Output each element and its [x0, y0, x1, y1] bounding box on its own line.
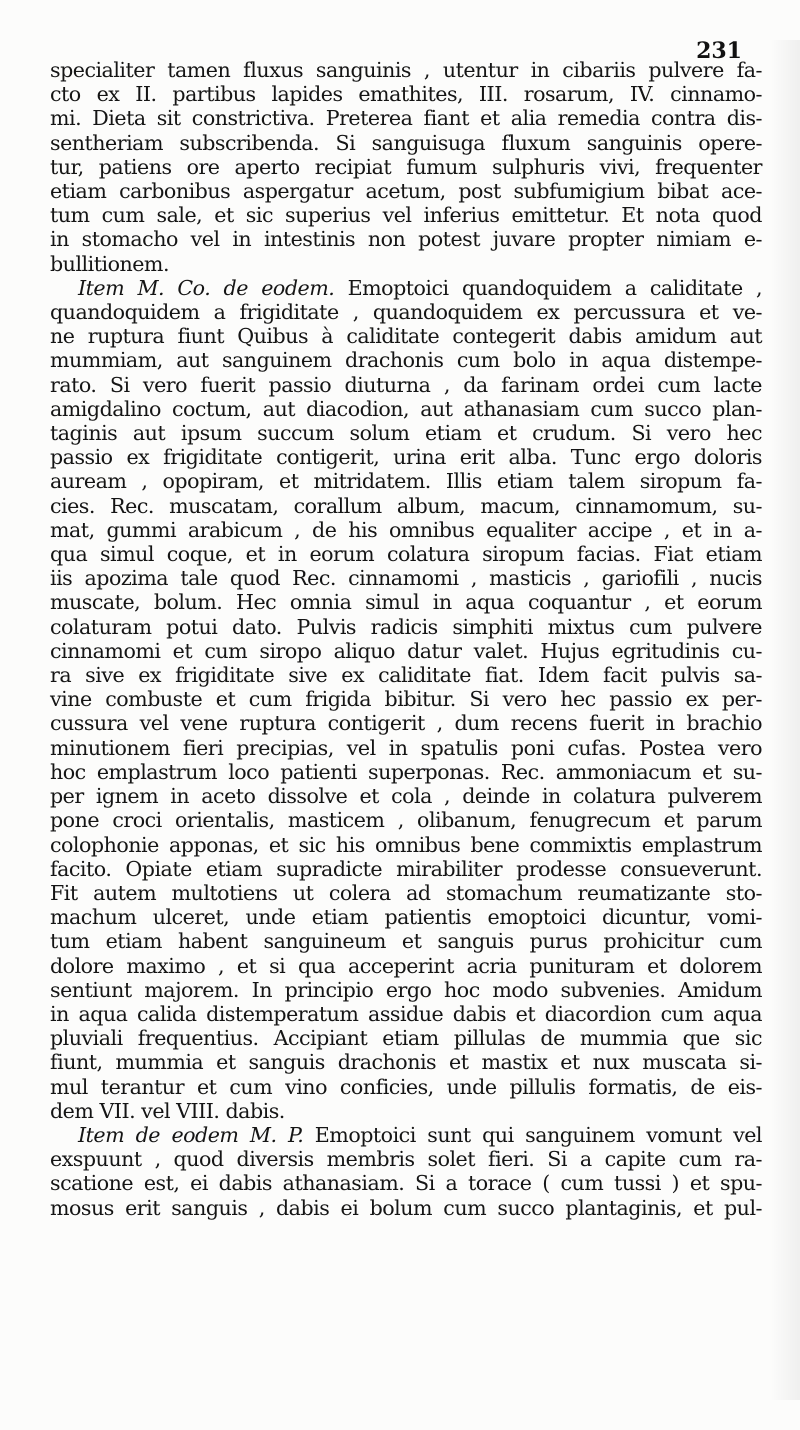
- text-line: ra sive ex frigiditate sive ex caliditate fiat. Idem facit pulvis sa-: [50, 663, 762, 688]
- text-line: minutionem fieri precipias, vel in spatulis poni cufas. Postea vero: [50, 735, 762, 760]
- text-line: vine combuste et cum frigida bibitur. Si vero hec passio ex per-: [50, 687, 762, 712]
- page-edge-shadow: [770, 40, 800, 1400]
- text-line: cinnamomi et cum siropo aliquo datur valet. Hujus egritudinis cu-: [50, 638, 762, 663]
- text-line: in aqua calida distemperatum assidue dabis et diacordion cum aqua: [50, 1001, 762, 1026]
- text-line: exspuunt , quod diversis membris solet fieri. Si a capite cum ra-: [50, 1147, 762, 1172]
- text-line: specialiter tamen fluxus sanguinis , utentur in cibariis pulvere fa-: [50, 58, 762, 82]
- text-line: mat, gummi arabicum , de his omnibus equaliter accipe , et in a-: [50, 517, 762, 542]
- text-line: dem VII. vel VIII. dabis.: [50, 1098, 285, 1123]
- text-line: facito. Opiate etiam supradicte mirabiliter prodesse consueverunt.: [50, 856, 762, 881]
- paragraph-2: [50, 276, 762, 1123]
- text-line: qua simul coque, et in eorum colatura siropum facias. Fiat etiam: [50, 542, 762, 567]
- text-line: cussura vel vene ruptura contigerit , dum recens fuerit in brachio: [50, 711, 762, 736]
- text-line-rest: Emoptoici sunt qui sanguinem vomunt vel: [314, 1122, 762, 1147]
- text-line: ne ruptura fiunt Quibus à caliditate contegerit dabis amidum aut: [50, 324, 762, 349]
- section-heading: Item de eodem M. P.: [78, 1122, 304, 1147]
- text-line: colophonie apponas, et sic his omnibus bene commixtis emplastrum: [50, 832, 762, 857]
- text-line: scatione est, ei dabis athanasiam. Si a torace ( cum tussi ) et spu-: [50, 1171, 762, 1196]
- text-line: rato. Si vero fuerit passio diuturna , da farinam ordei cum lacte: [50, 372, 762, 397]
- section-heading: Item M. Co. de eodem.: [78, 275, 335, 300]
- text-line: hoc emplastrum loco patienti superponas. Rec. ammoniacum et su-: [50, 759, 762, 784]
- paragraph-3: [50, 1123, 762, 1220]
- text-line: mosus erit sanguis , dabis ei bolum cum succo plantaginis, et pul-: [50, 1195, 762, 1220]
- text-line: sentheriam subscribenda. Si sanguisuga fluxum sanguinis opere-: [50, 130, 762, 155]
- text-line: muscate, bolum. Hec omnia simul in aqua coquantur , et eorum: [50, 590, 762, 615]
- text-line: dolore maximo , et si qua acceperint acria punituram et dolorem: [50, 953, 762, 978]
- text-line-with-heading: [50, 1123, 762, 1147]
- text-line: pluviali frequentius. Accipiant etiam pillulas de mummia que sic: [50, 1026, 762, 1051]
- text-line-rest: Emoptoici quandoquidem a caliditate ,: [347, 275, 763, 300]
- text-line: tur, patiens ore aperto recipiat fumum sulphuris vivi, frequenter: [50, 154, 762, 179]
- text-line: cies. Rec. muscatam, corallum album, macum, cinnamomum, su-: [50, 493, 762, 518]
- text-line: tum etiam habent sanguineum et sanguis purus prohicitur cum: [50, 929, 762, 954]
- text-line: auream , opopiram, et mitridatem. Illis etiam talem siropum fa-: [50, 469, 762, 494]
- page-number: 231: [696, 38, 742, 64]
- paragraph-1: [50, 58, 762, 276]
- text-line: taginis aut ipsum succum solum etiam et crudum. Si vero hec: [50, 421, 762, 446]
- text-line: colaturam potui dato. Pulvis radicis simphiti mixtus cum pulvere: [50, 614, 762, 639]
- text-line: pone croci orientalis, masticem , olibanum, fenugrecum et parum: [50, 808, 762, 833]
- text-line: per ignem in aceto dissolve et cola , deinde in colatura pulverem: [50, 784, 762, 809]
- text-line: bullitionem.: [50, 251, 169, 276]
- text-line: fiunt, mummia et sanguis drachonis et mastix et nux muscata si-: [50, 1050, 762, 1075]
- text-line: tum cum sale, et sic superius vel inferius emittetur. Et nota quod: [50, 203, 762, 228]
- text-line: mul terantur et cum vino conficies, unde pillulis formatis, de eis-: [50, 1074, 762, 1099]
- text-line: sentiunt majorem. In principio ergo hoc modo subvenies. Amidum: [50, 977, 762, 1002]
- text-line: quandoquidem a frigiditate , quandoquidem ex percussura et ve-: [50, 300, 762, 325]
- text-line: machum ulceret, unde etiam patientis emoptoici dicuntur, vomi-: [50, 905, 762, 930]
- text-line: in stomacho vel in intestinis non potest juvare propter nimiam e-: [50, 227, 762, 252]
- text-line: mummiam, aut sanguinem drachonis cum bolo in aqua distempe-: [50, 348, 762, 373]
- text-line: amigdalino coctum, aut diacodion, aut athanasiam cum succo plan-: [50, 396, 762, 421]
- body-text: [50, 58, 762, 1220]
- text-line-with-heading: [50, 276, 762, 300]
- text-line: mi. Dieta sit constrictiva. Preterea fiant et alia remedia contra dis-: [50, 106, 762, 131]
- text-line: iis apozima tale quod Rec. cinnamomi , masticis , gariofili , nucis: [50, 566, 762, 591]
- text-line: etiam carbonibus aspergatur acetum, post subfumigium bibat ace-: [50, 179, 762, 204]
- text-line: passio ex frigiditate contigerit, urina erit alba. Tunc ergo doloris: [50, 445, 762, 470]
- text-line: cto ex II. partibus lapides emathites, III. rosarum, IV. cinnamo-: [50, 82, 762, 107]
- text-line: Fit autem multotiens ut colera ad stomachum reumatizante sto-: [50, 880, 762, 905]
